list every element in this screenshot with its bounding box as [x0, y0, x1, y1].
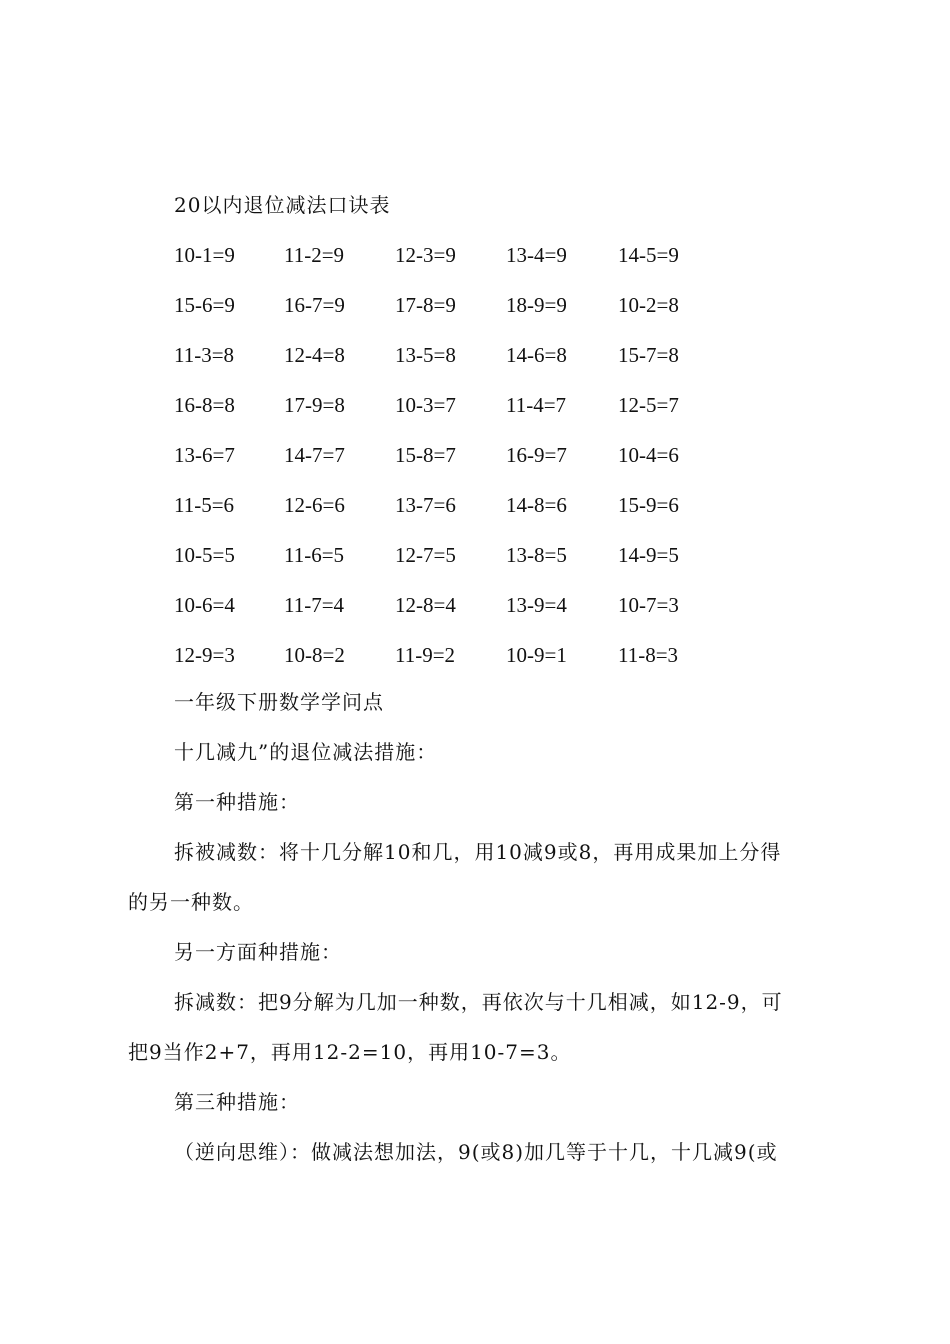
table-cell: 16-9=7 [506, 443, 567, 467]
table-cell: 10-6=4 [174, 593, 235, 617]
table-cell: 13-6=7 [174, 443, 235, 467]
method1-title: 第一种措施： [174, 790, 300, 814]
table-cell: 16-8=8 [174, 393, 235, 417]
table-cell: 12-8=4 [395, 593, 456, 617]
table-cell: 12-4=8 [284, 343, 345, 367]
table-cell: 14-7=7 [284, 443, 345, 467]
table-cell: 12-9=3 [174, 643, 235, 667]
table-cell: 14-6=8 [506, 343, 567, 367]
table-cell: 10-1=9 [174, 243, 235, 267]
method1-paragraph-line1: 拆被减数：将十几分解10和几，用10减9或8，再用成果加上分得 [174, 840, 782, 864]
method1-paragraph-line2: 的另一种数。 [128, 890, 254, 914]
table-cell: 10-2=8 [618, 293, 679, 317]
table-cell: 15-6=9 [174, 293, 235, 317]
method2-title: 另一方面种措施： [174, 940, 342, 964]
table-cell: 13-5=8 [395, 343, 456, 367]
table-cell: 15-9=6 [618, 493, 679, 517]
table-cell: 13-4=9 [506, 243, 567, 267]
table-cell: 11-9=2 [395, 643, 456, 667]
table-cell: 14-5=9 [618, 243, 679, 267]
table-cell: 15-7=8 [618, 343, 679, 367]
table-cell: 17-8=9 [395, 293, 456, 317]
table-cell: 11-2=9 [284, 243, 345, 267]
method3-paragraph-line1: （逆向思维）：做减法想加法，9(或8)加几等于十几，十几减9(或 [174, 1140, 778, 1164]
table-cell: 13-8=5 [506, 543, 567, 567]
table-cell: 11-6=5 [284, 543, 345, 567]
table-cell: 13-7=6 [395, 493, 456, 517]
table-cell: 10-4=6 [618, 443, 679, 467]
table-cell: 10-5=5 [174, 543, 235, 567]
table-cell: 14-8=6 [506, 493, 567, 517]
table-cell: 12-3=9 [395, 243, 456, 267]
table-cell: 11-5=6 [174, 493, 235, 517]
table-cell: 10-9=1 [506, 643, 567, 667]
table-cell: 12-7=5 [395, 543, 456, 567]
table-cell: 11-3=8 [174, 343, 235, 367]
method3-title: 第三种措施： [174, 1090, 300, 1114]
table-cell: 15-8=7 [395, 443, 456, 467]
table-cell: 10-7=3 [618, 593, 679, 617]
table-cell: 10-8=2 [284, 643, 345, 667]
method2-paragraph-line1: 拆减数：把9分解为几加一种数，再依次与十几相减，如12-9，可 [174, 990, 783, 1014]
table-cell: 11-8=3 [618, 643, 679, 667]
table-cell: 14-9=5 [618, 543, 679, 567]
table-title: 20以内退位减法口诀表 [174, 193, 391, 217]
table-cell: 12-6=6 [284, 493, 345, 517]
table-cell: 12-5=7 [618, 393, 679, 417]
table-cell: 10-3=7 [395, 393, 456, 417]
table-cell: 18-9=9 [506, 293, 567, 317]
method2-paragraph-line2: 把9当作2+7，再用12-2=10，再用10-7=3。 [128, 1040, 572, 1064]
section-title: 一年级下册数学学问点 [174, 690, 384, 714]
table-cell: 16-7=9 [284, 293, 345, 317]
table-cell: 11-4=7 [506, 393, 567, 417]
table-cell: 17-9=8 [284, 393, 345, 417]
method-intro: 十几减九”的退位减法措施： [174, 740, 438, 764]
table-cell: 11-7=4 [284, 593, 345, 617]
table-cell: 13-9=4 [506, 593, 567, 617]
